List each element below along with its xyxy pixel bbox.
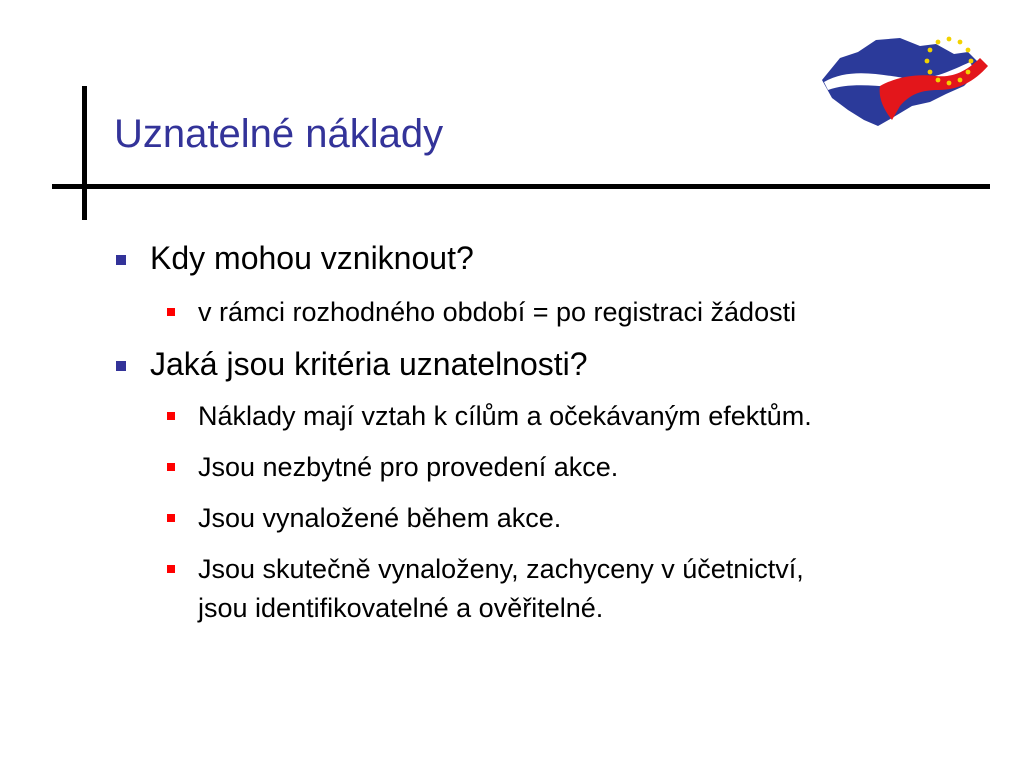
bullet-marker-level2 (167, 308, 175, 316)
bullet-marker-level2 (167, 412, 175, 420)
czech-eu-map-logo-icon (818, 28, 990, 128)
bullet-marker-level2 (167, 514, 175, 522)
bullet-level2-item: Jsou skutečně vynaloženy, zachyceny v účetnictví, (198, 554, 804, 584)
bullet-marker-level2 (167, 565, 175, 573)
bullet-marker-level2 (167, 463, 175, 471)
bullet-marker-level1 (116, 361, 126, 371)
bullet-marker-level1 (116, 255, 126, 265)
bullet-level1-item: Kdy mohou vzniknout? (150, 240, 474, 276)
slide-title: Uznatelné náklady (114, 112, 444, 156)
bullet-level2-item: Náklady mají vztah k cílům a očekávaným efektům. (198, 401, 812, 431)
bullet-level2-item: v rámci rozhodného období = po registraci žádosti (198, 297, 797, 327)
bullet-level1-item: Jaká jsou kritéria uznatelnosti? (150, 346, 588, 382)
bullet-level2-item: Jsou nezbytné pro provedení akce. (198, 452, 619, 482)
title-vertical-rule (82, 86, 87, 220)
bullet-level2-item: Jsou vynaložené během akce. (198, 503, 562, 533)
title-horizontal-rule (52, 184, 990, 189)
bullet-level2-item-continuation: jsou identifikovatelné a ověřitelné. (198, 593, 604, 623)
